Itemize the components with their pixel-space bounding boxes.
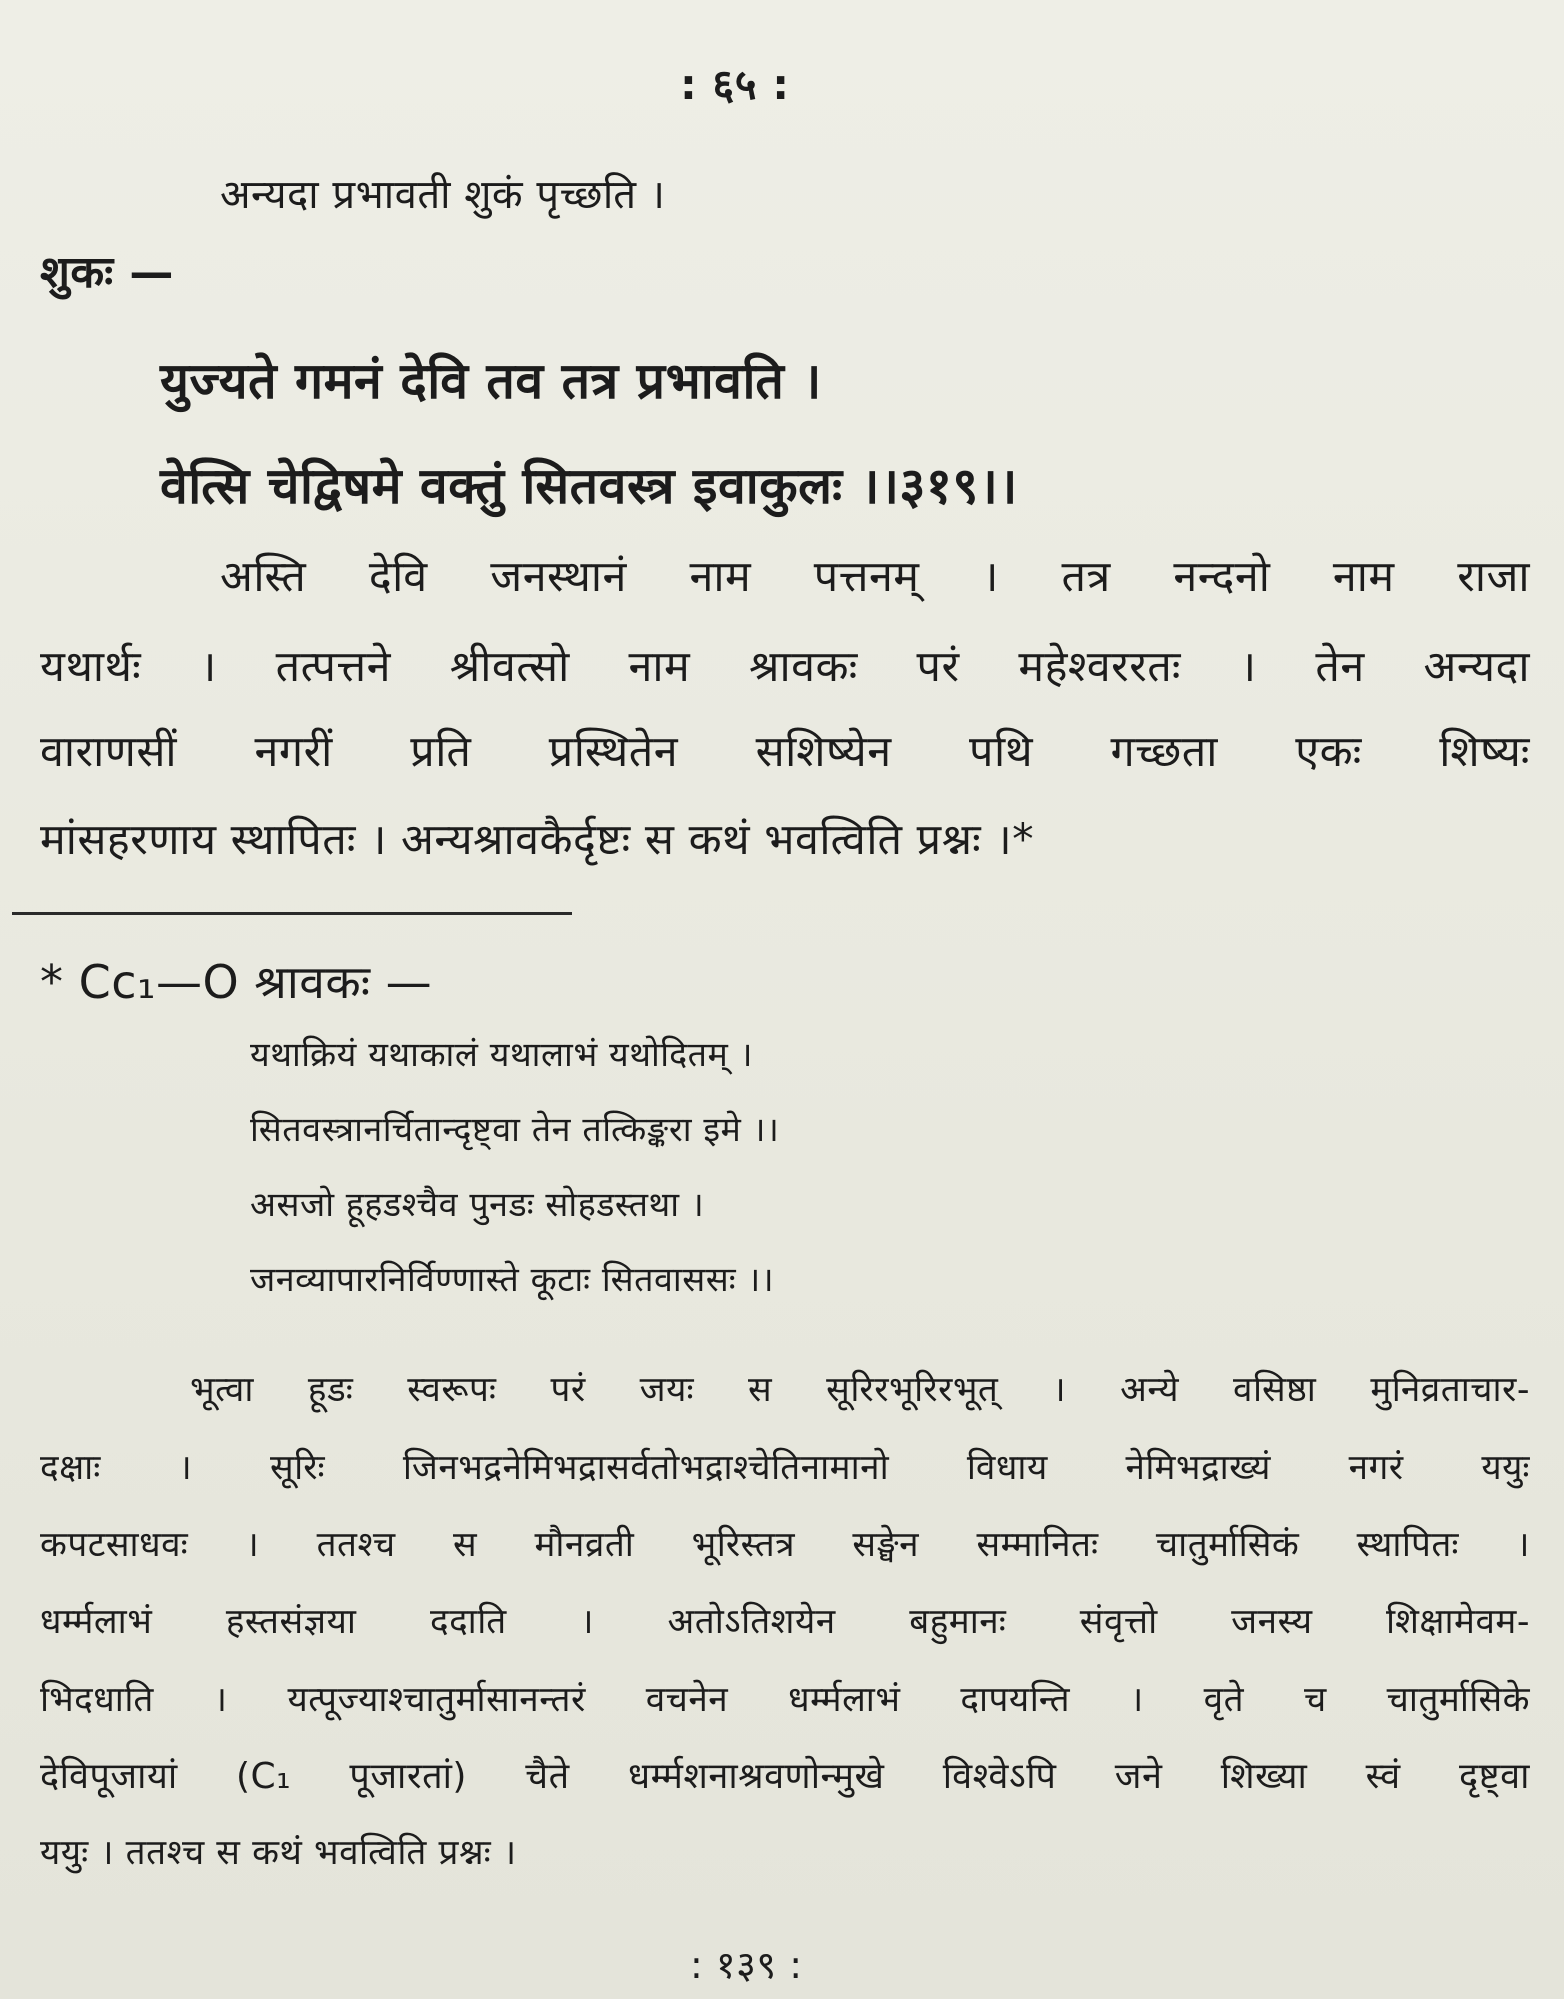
footnote-heading: * Cc₁—O श्रावकः — (40, 955, 433, 1009)
page-number-top: : ६५ : (680, 60, 790, 109)
footnote-divider (12, 912, 572, 915)
paragraph-line: मांसहरणाय स्थापितः । अन्यश्रावकैर्दृष्टः स कथं भवत्विति प्रश्नः ।* (40, 815, 1035, 865)
speaker-label: शुकः — (40, 247, 174, 298)
intro-line: अन्यदा प्रभावती शुकं पृच्छति । (220, 172, 666, 218)
footnote-verse-line: सितवस्त्रानर्चितान्दृष्ट्वा तेन तत्किङ्करा इमे ।। (250, 1110, 780, 1150)
footnote-verse-line: यथाक्रियं यथाकालं यथालाभं यथोदितम् । (250, 1035, 754, 1075)
paragraph-line: अस्ति देवि जनस्थानं नाम पत्तनम् । तत्र नन्दनो नाम राजा (220, 552, 1530, 602)
verse-line: वेत्सि चेद्विषमे वक्तुं सितवस्त्र इवाकुलः ।।३१९।। (160, 457, 1018, 515)
footnote-paragraph-line: ययुः । ततश्च स कथं भवत्विति प्रश्नः । (40, 1833, 517, 1873)
verse-line: युज्यते गमनं देवि तव तत्र प्रभावति । (160, 352, 822, 410)
footnote-paragraph-line: कपटसाधवः । ततश्च स मौनव्रती भूरिस्तत्र सङ्घेन सम्मानितः चातुर्मासिकं स्थापितः । (40, 1525, 1530, 1565)
footnote-paragraph-line: भिदधाति । यत्पूज्याश्चातुर्मासानन्तरं वचनेन धर्म्मलाभं दापयन्ति । वृते च चातुर्मासिके (40, 1680, 1530, 1720)
footnote-verse-line: असजो हूहडश्चैव पुनडः सोहडस्तथा । (250, 1185, 705, 1225)
footnote-paragraph-line: देविपूजायां (C₁ पूजारतां) चैते धर्म्मशनाश्रवणोन्मुखे विश्वेऽपि जने शिख्या स्वं दृष्ट्वा (40, 1756, 1530, 1797)
footnote-paragraph-line: धर्म्मलाभं हस्तसंज्ञया ददाति । अतोऽतिशयेन बहुमानः संवृत्तो जनस्य शिक्षामेवम- (40, 1602, 1530, 1642)
paragraph-line: वाराणसीं नगरीं प्रति प्रस्थितेन सशिष्येन पथि गच्छता एकः शिष्यः (40, 727, 1530, 777)
footnote-paragraph-line: दक्षाः । सूरिः जिनभद्रनेमिभद्रासर्वतोभद्राश्चेतिनामानो विधाय नेमिभद्राख्यं नगरं ययुः (40, 1448, 1530, 1488)
footnote-paragraph-line: भूत्वा हूडः स्वरूपः परं जयः स सूरिरभूरिरभूत् । अन्ये वसिष्ठा मुनिव्रताचार- (190, 1370, 1530, 1410)
page-number-bottom: : १३९ : (690, 1943, 803, 1987)
paragraph-line: यथार्थः । तत्पत्तने श्रीवत्सो नाम श्रावकः परं महेश्वररतः । तेन अन्यदा (40, 642, 1530, 692)
footnote-verse-line: जनव्यापारनिर्विण्णास्ते कूटाः सितवाससः ।। (250, 1260, 775, 1300)
